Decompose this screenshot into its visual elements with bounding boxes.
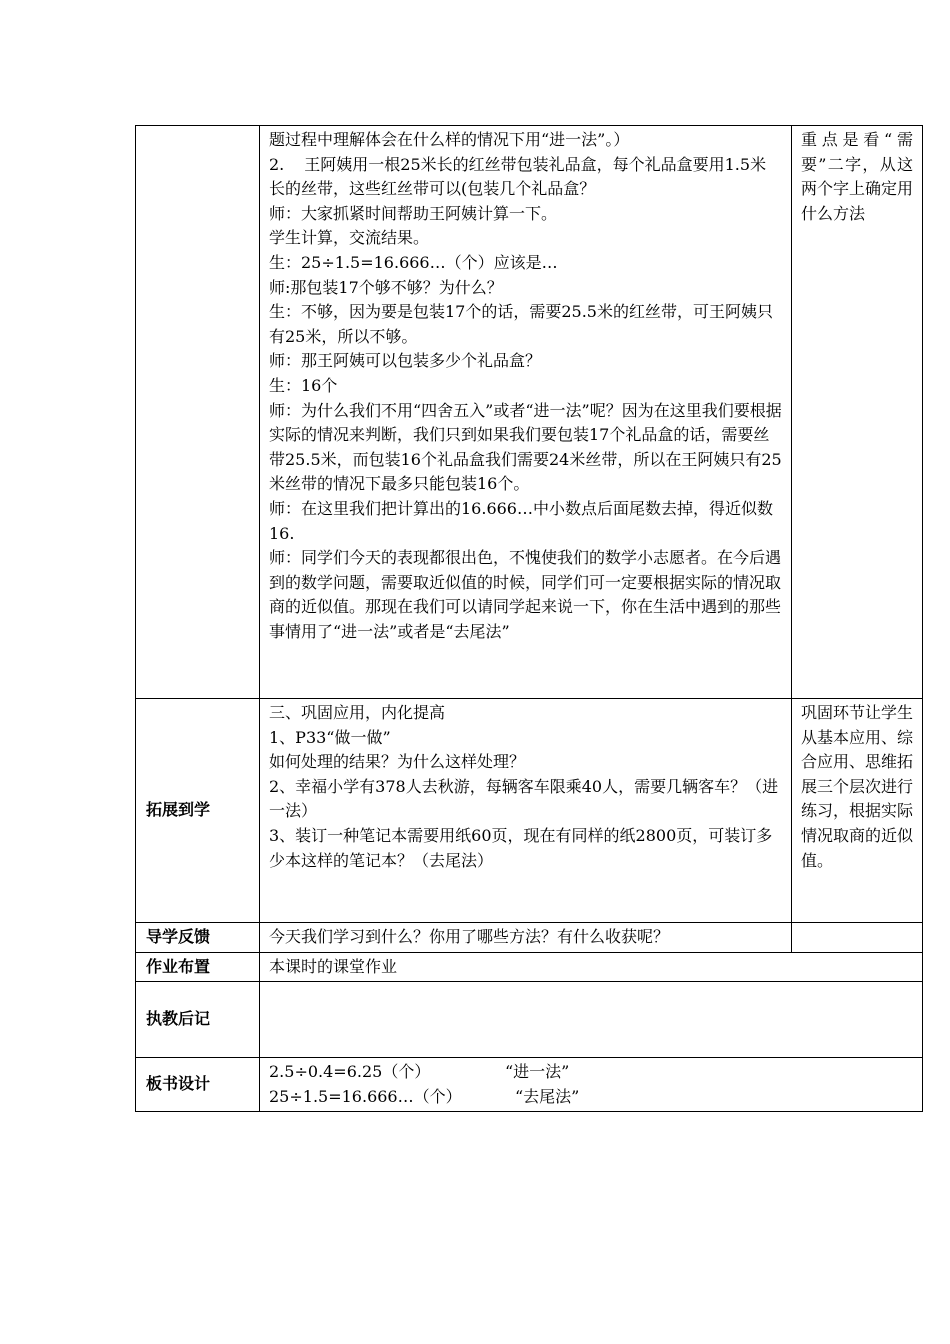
extend-line: 三、巩固应用，内化提高 — [269, 703, 446, 722]
problem-number: 2. — [269, 154, 285, 174]
process-row — [136, 126, 923, 699]
process-line: 题过程中理解体会在什么样的情况下用“进一法”。） — [269, 130, 630, 149]
extend-line: 1、P33“做一做” — [269, 727, 391, 747]
board-row — [136, 1058, 923, 1112]
lesson-plan-table — [135, 125, 923, 1112]
board-line — [269, 1060, 913, 1085]
extend-line: 2、幸福小学有378人去秋游，每辆客车限乘40人，需要几辆客车？（进一法） — [269, 776, 779, 821]
reflection-content — [260, 982, 923, 1058]
process-line: 生：16个 — [269, 375, 338, 395]
process-line: 师：同学们今天的表现都很出色，不愧使我们的数学小志愿者。在今后遇到的数学问题，需要取近似值的时候，同学们可一定要根据实际的情况取商的近似值。那现在我们可以请同学起来说一下，你在生活中遇到的那些事情用了“进一法”或者是“去尾法” — [269, 548, 782, 641]
process-content — [260, 126, 792, 699]
homework-content: 本课时的课堂作业 — [260, 952, 923, 982]
extend-note: 巩固环节让学生从基本应用、综合应用、思维拓展三个层次进行练习，根据实际情况取商的近似值。 — [792, 699, 923, 923]
extend-line: 3、装订一种笔记本需要用纸60页，现在有同样的纸2800页，可装订多少本这样的笔记本？（去尾法） — [269, 825, 773, 870]
board-line — [269, 1085, 913, 1110]
board-method: “进一法” — [505, 1062, 570, 1082]
process-line: 学生计算，交流结果。 — [269, 228, 430, 248]
homework-row — [136, 952, 923, 982]
board-formula: 25÷1.5=16.666…（个） — [269, 1086, 462, 1106]
feedback-row — [136, 923, 923, 953]
process-line: 师：那王阿姨可以包装多少个礼品盒？ — [269, 351, 542, 371]
process-line-problem — [269, 153, 782, 202]
process-line: 生：不够，因为要是包装17个的话，需要25.5米的红丝带，可王阿姨只有25米，所以不够。 — [269, 302, 773, 346]
homework-label: 作业布置 — [136, 952, 260, 982]
problem-text: 王阿姨用一根25米长的红丝带包装礼品盒，每个礼品盒要用1.5米长的丝带，这些红丝带可以(包装几个礼品盒？ — [269, 154, 767, 199]
process-line: 生：25÷1.5=16.666…（个）应该是… — [269, 252, 558, 272]
process-line: 师:那包装17个够不够？为什么？ — [269, 277, 503, 297]
board-method: “去尾法” — [515, 1086, 580, 1106]
extend-content — [260, 699, 792, 923]
process-label — [136, 126, 260, 699]
process-line: 师：大家抓紧时间帮助王阿姨计算一下。 — [269, 203, 558, 223]
process-note: 重点是看“需要”二字，从这两个字上确定用什么方法 — [792, 126, 923, 699]
feedback-label: 导学反馈 — [136, 923, 260, 953]
board-label: 板书设计 — [136, 1058, 260, 1112]
reflection-row — [136, 982, 923, 1058]
extend-row — [136, 699, 923, 923]
board-content — [260, 1058, 923, 1112]
process-line: 师：在这里我们把计算出的16.666…中小数点后面尾数去掉，得近似数16. — [269, 498, 773, 543]
board-formula: 2.5÷0.4=6.25（个） — [269, 1062, 431, 1082]
feedback-note — [792, 923, 923, 953]
process-line: 师：为什么我们不用“四舍五入”或者“进一法”呢？因为在这里我们要根据实际的情况来判断，我们只到如果我们要包装17个礼品盒的话，需要丝带25.5米，而包装16个礼品盒我们需要24米丝带，所以在王阿姨只有25米丝带的情况下最多只能包装16个。 — [269, 400, 782, 494]
feedback-content: 今天我们学习到什么？你用了哪些方法？有什么收获呢？ — [260, 923, 792, 953]
extend-label: 拓展到学 — [136, 699, 260, 923]
reflection-label: 执教后记 — [136, 982, 260, 1058]
extend-line: 如何处理的结果？为什么这样处理？ — [269, 752, 526, 772]
